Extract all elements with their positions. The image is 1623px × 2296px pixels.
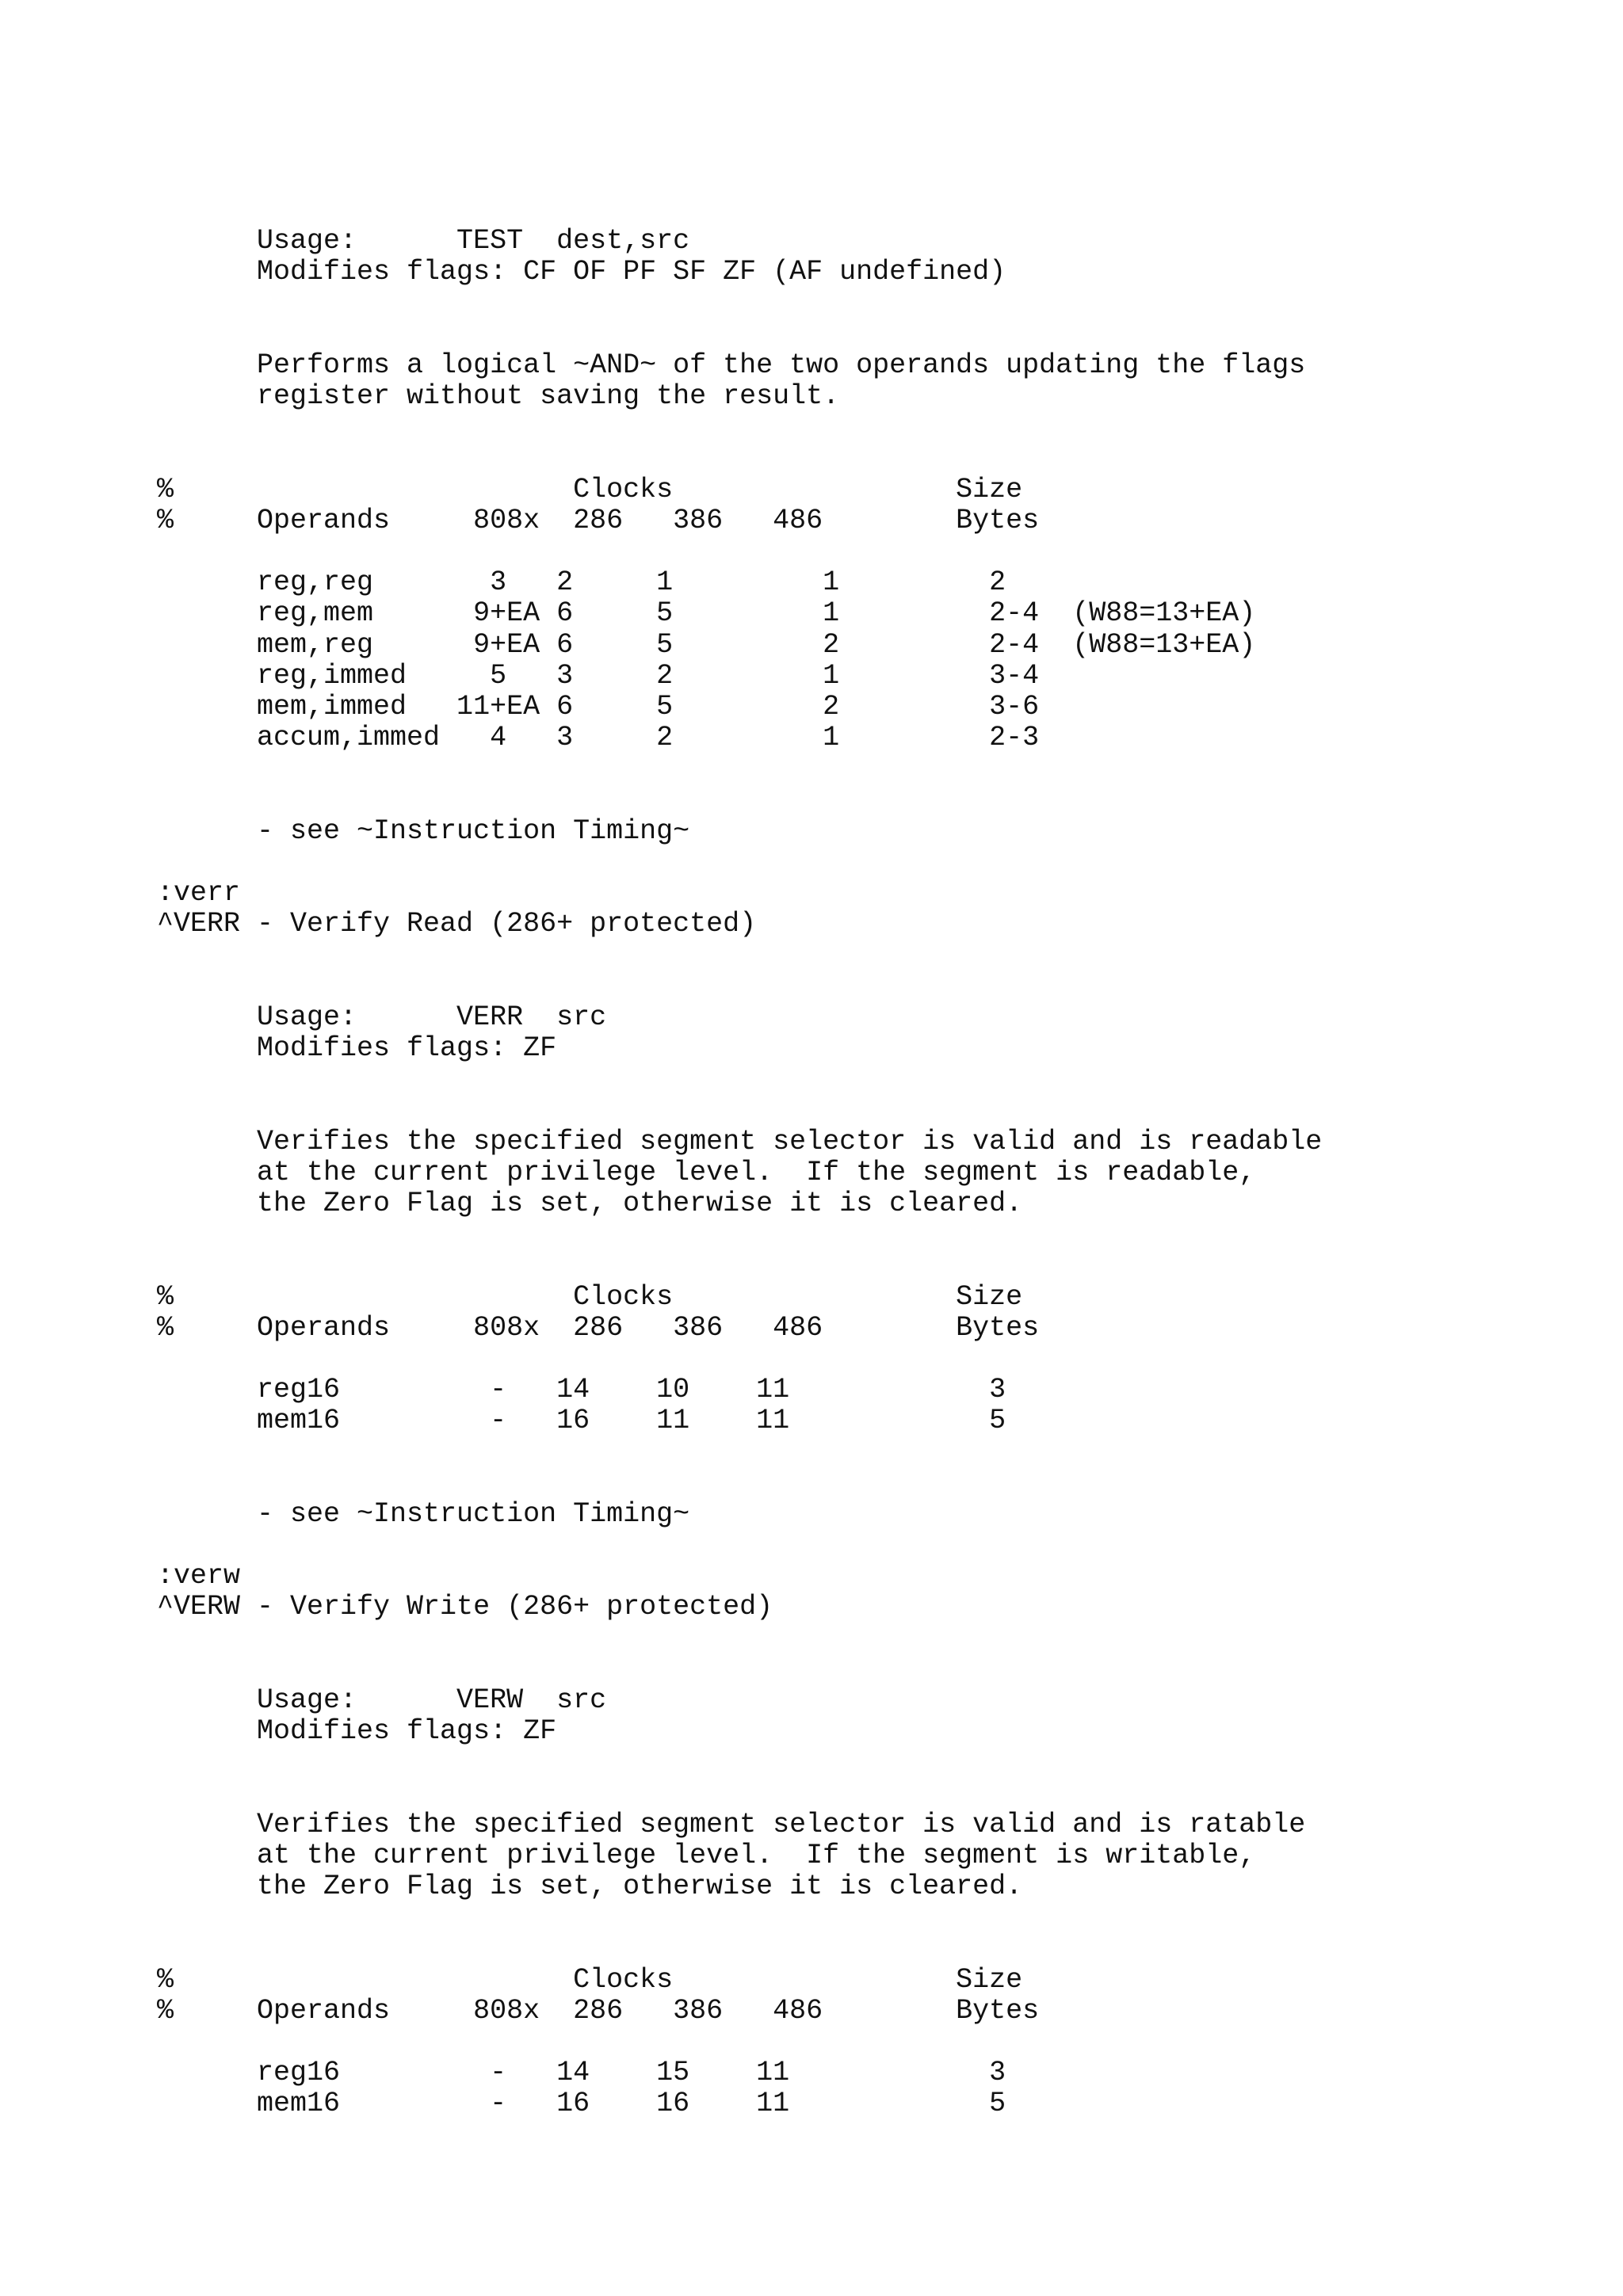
text-line: reg16 - 14 10 11 3 (157, 1374, 1006, 1406)
text-line: accum,immed 4 3 2 1 2-3 (157, 722, 1040, 754)
text-line: Modifies flags: ZF (157, 1715, 557, 1748)
text-line: Usage: VERW src (157, 1684, 607, 1716)
text-line: Modifies flags: ZF (157, 1032, 557, 1065)
text-line: Verifies the specified segment selector is valid and is readable (157, 1125, 1323, 1158)
text-line (157, 1344, 1322, 1375)
text-line (157, 1902, 1322, 1933)
text-line: :verw (157, 1560, 241, 1592)
text-line: mem16 - 16 16 11 5 (157, 2088, 1006, 2120)
text-line: mem,immed 11+EA 6 5 2 3-6 (157, 691, 1040, 723)
text-line: - see ~Instruction Timing~ (157, 814, 690, 847)
text-line (157, 412, 1322, 443)
text-line: Usage: TEST dest,src (157, 225, 690, 257)
text-line (157, 1530, 1322, 1561)
text-line: - see ~Instruction Timing~ (157, 1497, 690, 1530)
text-line: reg,immed 5 3 2 1 3-4 (157, 659, 1040, 692)
text-line (157, 1095, 1322, 1126)
text-line: Modifies flags: CF OF PF SF ZF (AF undefined) (157, 256, 1006, 288)
text-line (157, 1623, 1322, 1654)
text-line (157, 753, 1322, 784)
document-text (157, 195, 1322, 2120)
text-line: % Operands 808x 286 386 486 Bytes (157, 504, 1040, 536)
text-line: the Zero Flag is set, otherwise it is cleared. (157, 1188, 1023, 1219)
text-line (157, 1437, 1322, 1468)
text-line (157, 1934, 1322, 1965)
text-line (157, 1468, 1322, 1499)
text-line: Verifies the specified segment selector is valid and is ratable (157, 1808, 1306, 1840)
text-line: mem16 - 16 11 11 5 (157, 1405, 1006, 1437)
text-line: :verr (157, 877, 241, 910)
text-line (157, 940, 1322, 971)
text-line: reg16 - 14 15 11 3 (157, 2057, 1006, 2089)
text-line: the Zero Flag is set, otherwise it is cleared. (157, 1871, 1023, 1903)
text-line (157, 195, 1322, 226)
text-line (157, 971, 1322, 1002)
text-line (157, 785, 1322, 816)
text-line (157, 444, 1322, 475)
text-line (157, 1747, 1322, 1778)
text-line (157, 319, 1322, 350)
text-line (157, 1779, 1322, 1810)
text-line (157, 847, 1322, 878)
text-line (157, 1219, 1322, 1250)
text-line: % Clocks Size (157, 473, 1023, 505)
text-line: Performs a logical ~AND~ of the two operands updating the flags (157, 349, 1306, 381)
text-line (157, 1250, 1322, 1281)
text-line (157, 1654, 1322, 1685)
text-line: at the current privilege level. If the segment is writable, (157, 1839, 1256, 1871)
text-line: Usage: VERR src (157, 1001, 607, 1033)
text-line: % Clocks Size (157, 1280, 1023, 1313)
text-line: % Clocks Size (157, 1963, 1023, 1996)
text-line: reg,reg 3 2 1 1 2 (157, 566, 1006, 599)
text-line: ^VERW - Verify Write (286+ protected) (157, 1591, 773, 1623)
text-line (157, 2027, 1322, 2058)
text-line: ^VERR - Verify Read (286+ protected) (157, 908, 757, 940)
text-line: % Operands 808x 286 386 486 Bytes (157, 1311, 1040, 1344)
text-line (157, 536, 1322, 567)
text-line: mem,reg 9+EA 6 5 2 2-4 (W88=13+EA) (157, 628, 1256, 661)
text-line: register without saving the result. (157, 380, 840, 413)
text-line: at the current privilege level. If the segment is readable, (157, 1156, 1256, 1188)
text-line (157, 1064, 1322, 1095)
text-line (157, 288, 1322, 319)
text-line: % Operands 808x 286 386 486 Bytes (157, 1994, 1040, 2027)
text-line: reg,mem 9+EA 6 5 1 2-4 (W88=13+EA) (157, 597, 1256, 630)
